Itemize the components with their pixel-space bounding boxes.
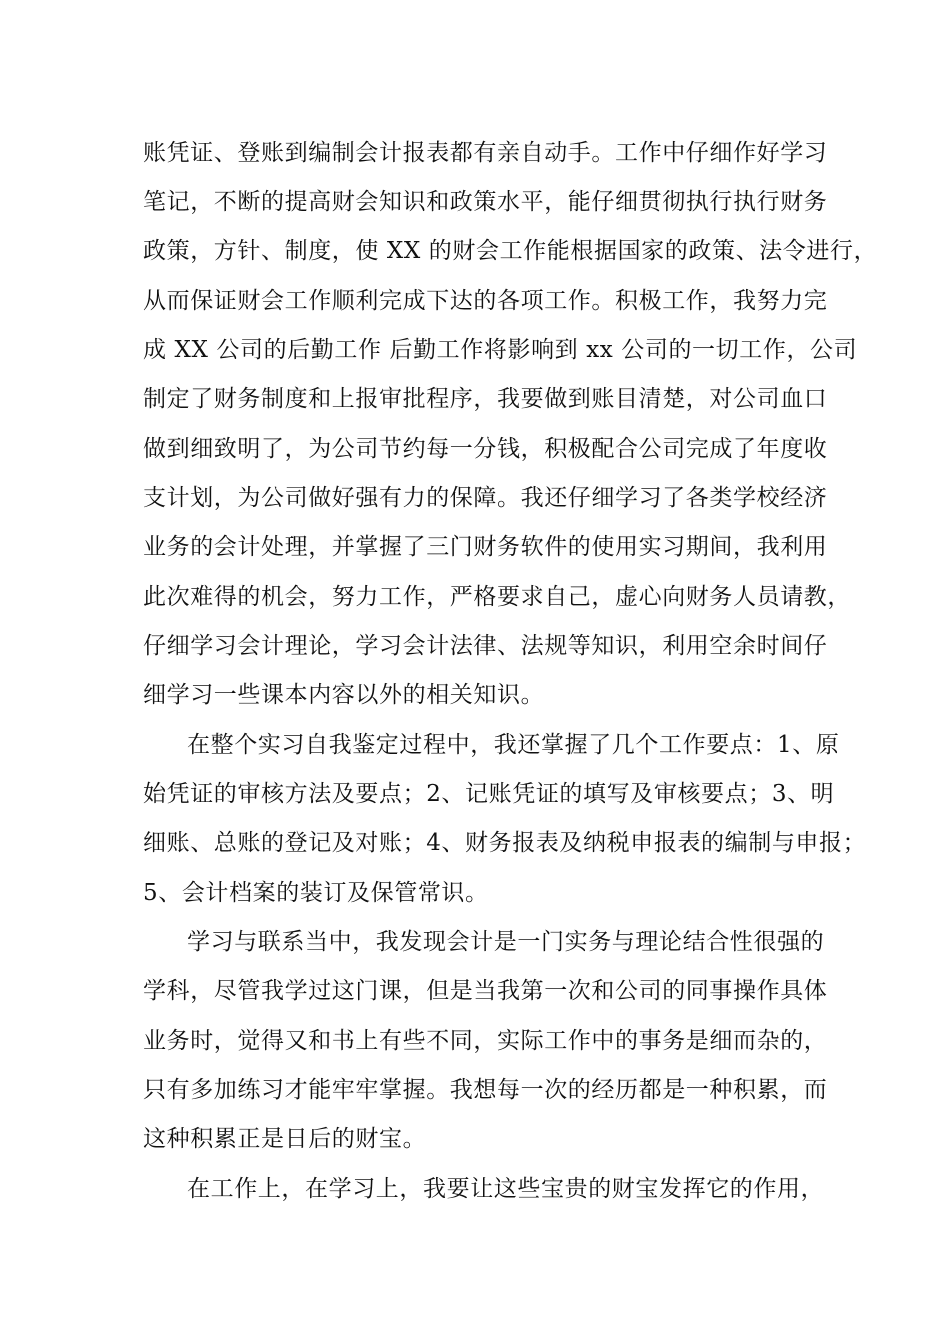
text-line: 从而保证财会工作顺利完成下达的各项工作。积极工作，我努力完 <box>143 288 828 314</box>
paragraph-start-line: 在整个实习自我鉴定过程中，我还掌握了几个工作要点：1、原 <box>187 732 840 758</box>
paragraph-start-line: 在工作上，在学习上，我要让这些宝贵的财宝发挥它的作用， <box>187 1176 825 1202</box>
text-line: 学科，尽管我学过这门课，但是当我第一次和公司的同事操作具体 <box>143 978 828 1004</box>
text-line: 5、会计档案的装订及保管常识。 <box>143 880 489 906</box>
text-line: 只有多加练习才能牢牢掌握。我想每一次的经历都是一种积累，而 <box>143 1077 828 1103</box>
text-line: 笔记，不断的提高财会知识和政策水平，能仔细贯彻执行执行财务 <box>143 189 828 215</box>
paragraph-start-line: 学习与联系当中，我发现会计是一门实务与理论结合性很强的 <box>187 929 825 955</box>
text-line: 细学习一些课本内容以外的相关知识。 <box>143 682 545 708</box>
text-line: 业务时，觉得又和书上有些不同，实际工作中的事务是细而杂的， <box>143 1028 828 1054</box>
text-line: 这种积累正是日后的财宝。 <box>143 1126 427 1152</box>
text-line: 此次难得的机会，努力工作，严格要求自己，虚心向财务人员请教， <box>143 584 851 610</box>
text-line: 仔细学习会计理论，学习会计法律、法规等知识，利用空余时间仔 <box>143 633 828 659</box>
text-line: 成 XX 公司的后勤工作 后勤工作将影响到 xx 公司的一切工作，公司 <box>143 337 858 363</box>
text-line: 业务的会计处理，并掌握了三门财务软件的使用实习期间，我利用 <box>143 534 828 560</box>
text-line: 支计划，为公司做好强有力的保障。我还仔细学习了各类学校经济 <box>143 485 828 511</box>
text-line: 细账、总账的登记及对账；4、财务报表及纳税申报表的编制与申报； <box>143 830 867 856</box>
text-line: 始凭证的审核方法及要点；2、记账凭证的填写及审核要点；3、明 <box>143 781 835 807</box>
text-line: 做到细致明了，为公司节约每一分钱，积极配合公司完成了年度收 <box>143 436 828 462</box>
text-line: 账凭证、登账到编制会计报表都有亲自动手。工作中仔细作好学习 <box>143 140 828 166</box>
text-line: 政策，方针、制度，使 XX 的财会工作能根据国家的政策、法令进行， <box>143 238 878 264</box>
text-line: 制定了财务制度和上报审批程序，我要做到账目清楚，对公司血口 <box>143 386 828 412</box>
